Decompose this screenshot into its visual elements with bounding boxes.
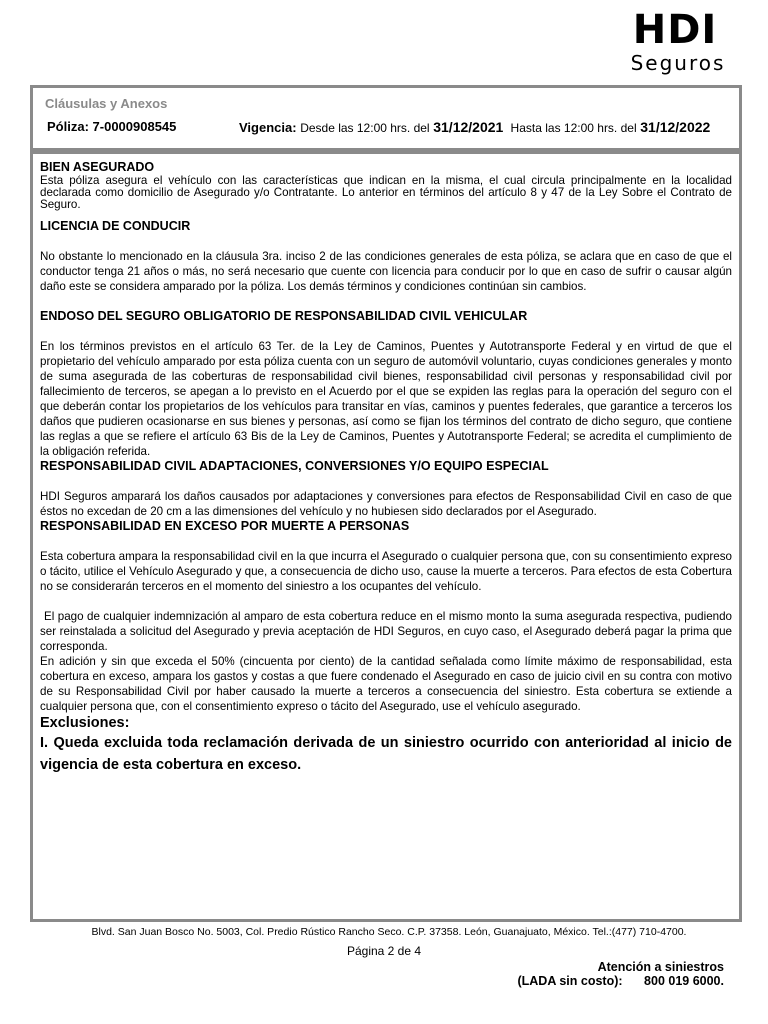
logo-main-text: HDI xyxy=(632,7,718,53)
text-exceso-2: El pago de cualquier indemnización al amparo de esta cobertura reduce en el mismo monto la suma asegurada respectiva, pudiendo ser reinstalada a solicitud del Asegurado y previa aceptación de HDI Seguros, en cuyo caso, el Asegurado deberá pagar la prima que corresponda. xyxy=(40,610,732,653)
contact-phone: 800 019 6000. xyxy=(644,974,724,988)
logo-sub-text: Seguros xyxy=(630,51,726,75)
text-licencia: No obstante lo mencionado en la cláusula 3ra. inciso 2 de las condiciones generales de esta póliza, se aclara que en caso de que el conductor tenga 21 años o más, no será necesario que cuente con licencia para conducir por lo que en caso de sufrir o causar algún daño este se considera amparado por la póliza. Los demás términos y condiciones continúan sin cambios. xyxy=(40,250,732,293)
policy-header-box xyxy=(30,85,742,151)
text-exclusiones: I. Queda excluida toda reclamación derivada de un siniestro ocurrido con anterioridad al inicio de vigencia de esta cobertura en exceso. xyxy=(40,735,732,773)
contact-title: Atención a siniestros xyxy=(597,960,724,974)
clauses-body-box xyxy=(30,151,742,922)
text-endoso: En los términos previstos en el artículo 63 Ter. de la Ley de Caminos, Puentes y Autotransporte Federal y en virtud de que el propietario del vehículo amparado por esta póliza cuenta con un seguro de automóvil voluntario, cuyas condiciones generales y monto de suma asegurada de las coberturas de responsabilidad civil bienes, responsabilidad civil personas y responsabilidad civil por fallecimiento de terceros, se apegan a lo previsto en el Acuerdo por el que se expiden las reglas para la operación del seguro con el que deberán contar los propietarios de los vehículos para transitar en vías, caminos y puentes federales, que garantice a terceros los daños que pudieren ocasionarse en sus bienes y personas, así como se fijan los términos del contrato de dicho seguro, que contiene las reglas a que se refiere el artículo 63 Bis de la Ley de Caminos, Puentes y Autotransporte Federal; se acredita el cumplimiento de la obligación referida. xyxy=(40,340,732,458)
policy-number xyxy=(47,119,176,134)
heading-adaptaciones: RESPONSABILIDAD CIVIL ADAPTACIONES, CONVERSIONES Y/O EQUIPO ESPECIAL xyxy=(40,459,549,473)
policy-row xyxy=(45,117,727,135)
page-number: Página 2 de 4 xyxy=(346,944,422,958)
contact-label: (LADA sin costo): xyxy=(517,974,623,988)
hdi-logo xyxy=(620,7,730,75)
text-exceso-1: Esta cobertura ampara la responsabilidad civil en la que incurra el Asegurado o cualquier persona que, con su consentimiento expreso o tácito, utilice el Vehículo Asegurado y que, a consecuencia de dicho uso, cause la muerte a terceros. Para efectos de esta Cobertura no se considerarán terceros en el momento del siniestro a los ocupantes del vehículo. xyxy=(40,550,732,593)
text-bien-asegurado: Esta póliza asegura el vehículo con las características que indican en la misma, el cual circula principalmente en la localidad declarada como domicilio de Asegurado y/o Contratante. Lo anterior en términos del artículo 8 y 47 de la Ley Sobre el Contrato de Seguro. xyxy=(40,174,732,211)
validity-to-text: Hasta las 12:00 hrs. del xyxy=(510,121,637,135)
validity-to-date: 31/12/2022 xyxy=(640,119,711,135)
validity-label: Vigencia: xyxy=(239,120,297,135)
validity-period xyxy=(239,119,710,135)
policy-value: 7-0000908545 xyxy=(92,119,177,134)
claims-contact xyxy=(517,960,724,988)
footer-address: Blvd. San Juan Bosco No. 5003, Col. Predio Rústico Rancho Seco. C.P. 37358. León, Guanajuato, México. Tel.:(477) 710-4700. xyxy=(91,926,687,938)
text-adaptaciones: HDI Seguros amparará los daños causados por adaptaciones y conversiones para efectos de Responsabilidad Civil en caso de que éstos no excedan de 20 cm a las dimensiones del vehículo y no hubiesen sido declarados por el Asegurado. xyxy=(40,490,732,518)
heading-bien-asegurado: BIEN ASEGURADO xyxy=(40,160,155,174)
heading-exclusiones: Exclusiones: xyxy=(40,715,130,731)
section-title: Cláusulas y Anexos xyxy=(45,96,168,111)
heading-licencia: LICENCIA DE CONDUCIR xyxy=(40,219,191,233)
heading-endoso: ENDOSO DEL SEGURO OBLIGATORIO DE RESPONSABILIDAD CIVIL VEHICULAR xyxy=(40,309,528,323)
text-exceso-3: En adición y sin que exceda el 50% (cincuenta por ciento) de la cantidad señalada como límite máximo de responsabilidad, esta cobertura en exceso, ampara los gastos y costas a que fuere condenado el Asegurado en caso de juicio civil en su contra con motivo de su Responsabilidad Civil por haber causado la muerte a terceros a consecuencia del siniestro. Esta cobertura se extiende a cualquier persona que, con el consentimiento expreso o tácito del Asegurado, use el vehículo asegurado. xyxy=(40,655,732,713)
heading-exceso: RESPONSABILIDAD EN EXCESO POR MUERTE A PERSONAS xyxy=(40,519,410,533)
validity-from-date: 31/12/2021 xyxy=(433,119,504,135)
validity-from-text: Desde las 12:00 hrs. del xyxy=(300,121,430,135)
policy-label: Póliza: xyxy=(47,119,89,134)
